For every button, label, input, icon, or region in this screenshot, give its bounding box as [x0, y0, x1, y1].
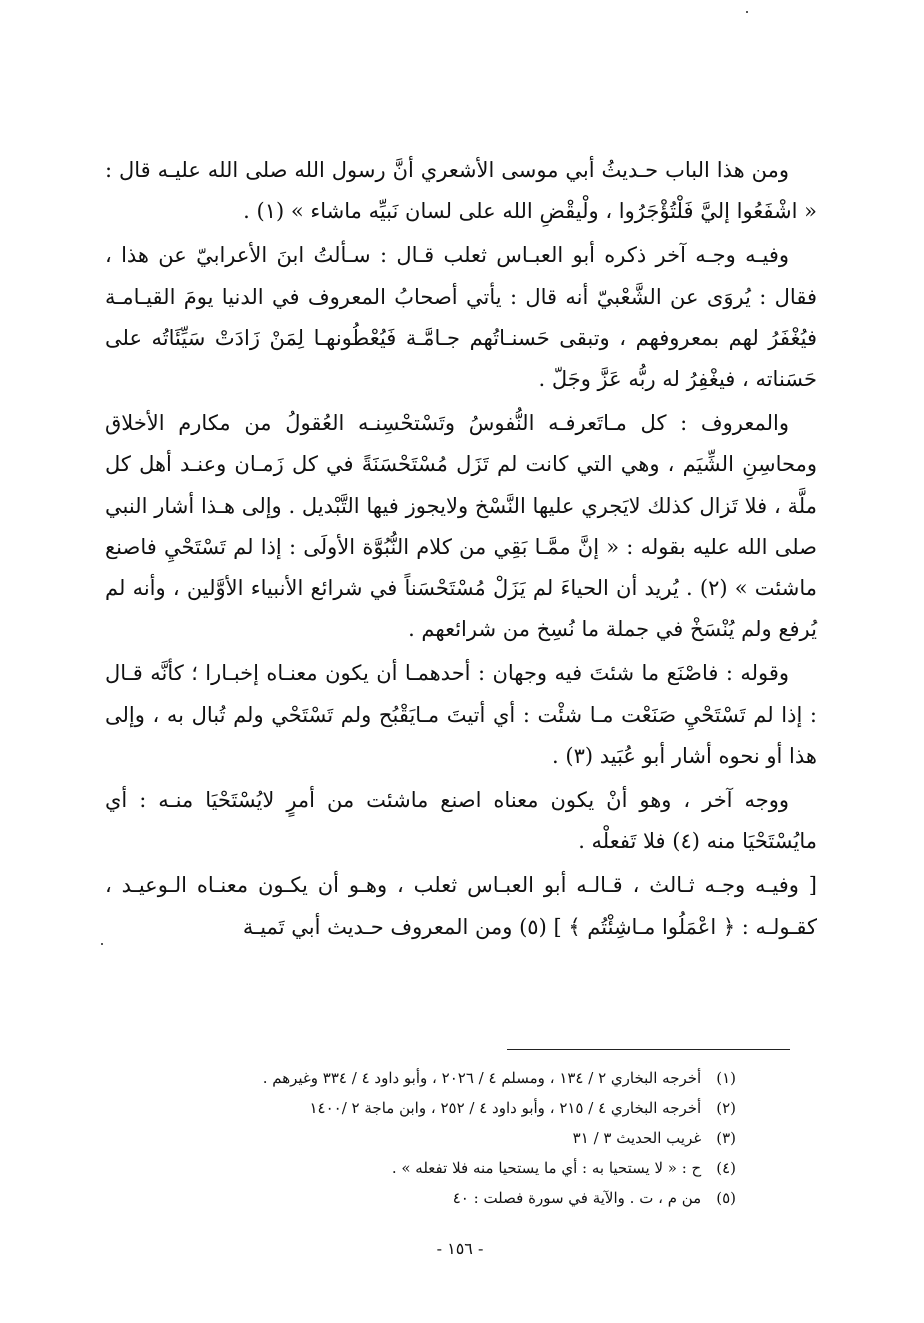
paragraph-maruf-definition: والمعروف : كل مـاتَعرفـه النُّفوسُ وتَسْتحْسِنـه العُقولُ من مكارم الأخلاق ومحاسِنِ الشِّيَم ، وهي التي كانت لم تَزَل مُسْتَحْسَنَةً في كل زَمـان وعنـد أهل كل ملَّة ، فلا تَزال كذلك لايَجري عليها النَّسْخ ولايجوز فيها التَّبْديل . وإلى هـذا أشار النبي صلى الله عليه بقوله : « إنَّ ممَّـا بَقِي من كلام النُّبُوَّة الأولَى : إذا لم تَسْتَحْيِ فاصنع ماشئت » (٢) . يُريد أن الحياءَ لم يَزَلْ مُسْتَحْسَناً في شرائع الأنبياء الأوَّلين ، وأنه لم يُرفع ولم يُنْسَخْ في جملة ما نُسِخ من شرائعهم . — [105, 411, 818, 642]
footnote-divider — [507, 1049, 790, 1050]
main-text — [105, 150, 817, 951]
paragraph-second-meaning: ووجه آخر ، وهو أنْ يكون معناه اصنع ماشئت من أمرٍ لايُسْتَحْيَا منـه : أي مايُسْتَحْيَا منه (٤) فلا تَفعلْه . — [105, 788, 817, 854]
footnote-text: ح : « لا يستحيا به : أي ما يستحيا منه فلا تفعله » . — [391, 1159, 702, 1177]
footnote-text: أخرجه البخاري ٢ / ١٣٤ ، ومسلم ٤ / ٢٠٢٦ ، وأبو داود ٤ / ٣٣٤ وغيرهم . — [262, 1069, 702, 1087]
footnote-text: غريب الحديث ٣ / ٣١ — [572, 1129, 702, 1147]
paragraph-thalab-second-view: وفيـه وجـه آخر ذكره أبو العبـاس ثعلب قـال : سـألتُ ابنَ الأعرابيّ عن هذا ، فقال : يُروَى عن الشَّعْبيّ أنه قال : يأتي أصحابُ المعروف في الدنيا يومَ القيـامـة فيُغْفَرُ لهم بمعروفهم ، وتبقى حَسنـاتُهم جـامَّـة فَيُعْطُونهـا لِمَنْ زَادَتْ سَيِّئَاتُه على حَسَناته ، فيغْفِرُ له ربُّه عَزَّ وجَلّ . — [105, 243, 817, 392]
scan-speck — [101, 943, 103, 945]
footnote-number: (٢) — [716, 1099, 736, 1117]
footnote-item — [150, 1063, 736, 1093]
footnote-number: (٤) — [716, 1159, 736, 1177]
paragraph-hadith-abu-musa: ومن هذا الباب حـديثُ أبي موسى الأشعري أنَّ رسول الله صلى الله عليـه قال : « اشْفَعُوا إليَّ فَلْتُؤْجَرُوا ، ولْيقْضِ الله على لسان نَبيِّه ماشاء » (١) . — [105, 158, 817, 224]
footnote-number: (١) — [716, 1069, 736, 1087]
footnote-item — [150, 1153, 736, 1183]
footnote-item — [150, 1093, 736, 1123]
footnote-text: أخرجه البخاري ٤ / ٢١٥ ، وأبو داود ٤ / ٢٥٢ ، وابن ماجة ٢ /١٤٠٠ — [309, 1099, 702, 1117]
footnotes — [150, 1063, 736, 1213]
footnote-text: من م ، ت . والآية في سورة فصلت : ٤٠ — [452, 1189, 702, 1207]
page-number: - ١٥٦ - — [436, 1239, 484, 1258]
scan-speck — [746, 11, 748, 13]
footnote-item — [150, 1123, 736, 1153]
footnote-number: (٣) — [716, 1129, 736, 1147]
footnote-number: (٥) — [716, 1189, 736, 1207]
paragraph-first-meaning: وقوله : فاصْنَع ما شئتَ فيه وجهان : أحدهمـا أن يكون معنـاه إخبـارا ؛ كأنَّه قـال : إذا لم تَسْتَحْيِ صَنَعْت مـا شئْت : أي أتيتَ مـايَقْبُح ولم تَسْتَحْي ولم تُبال به ، وإلى هذا أو نحوه أشار أبو عُبَيد (٣) . — [105, 661, 817, 768]
paragraph-third-meaning: [ وفيـه وجـه ثـالث ، قـالـه أبو العبـاس ثعلب ، وهـو أن يكـون معنـاه الـوعيـد ، كقـولـه : ﴿ اعْمَلُوا مـاشِئْتُم ﴾ ] (٥) ومن المعروف حـديث أبي تَميـة — [105, 873, 817, 939]
footnote-item — [150, 1183, 736, 1213]
